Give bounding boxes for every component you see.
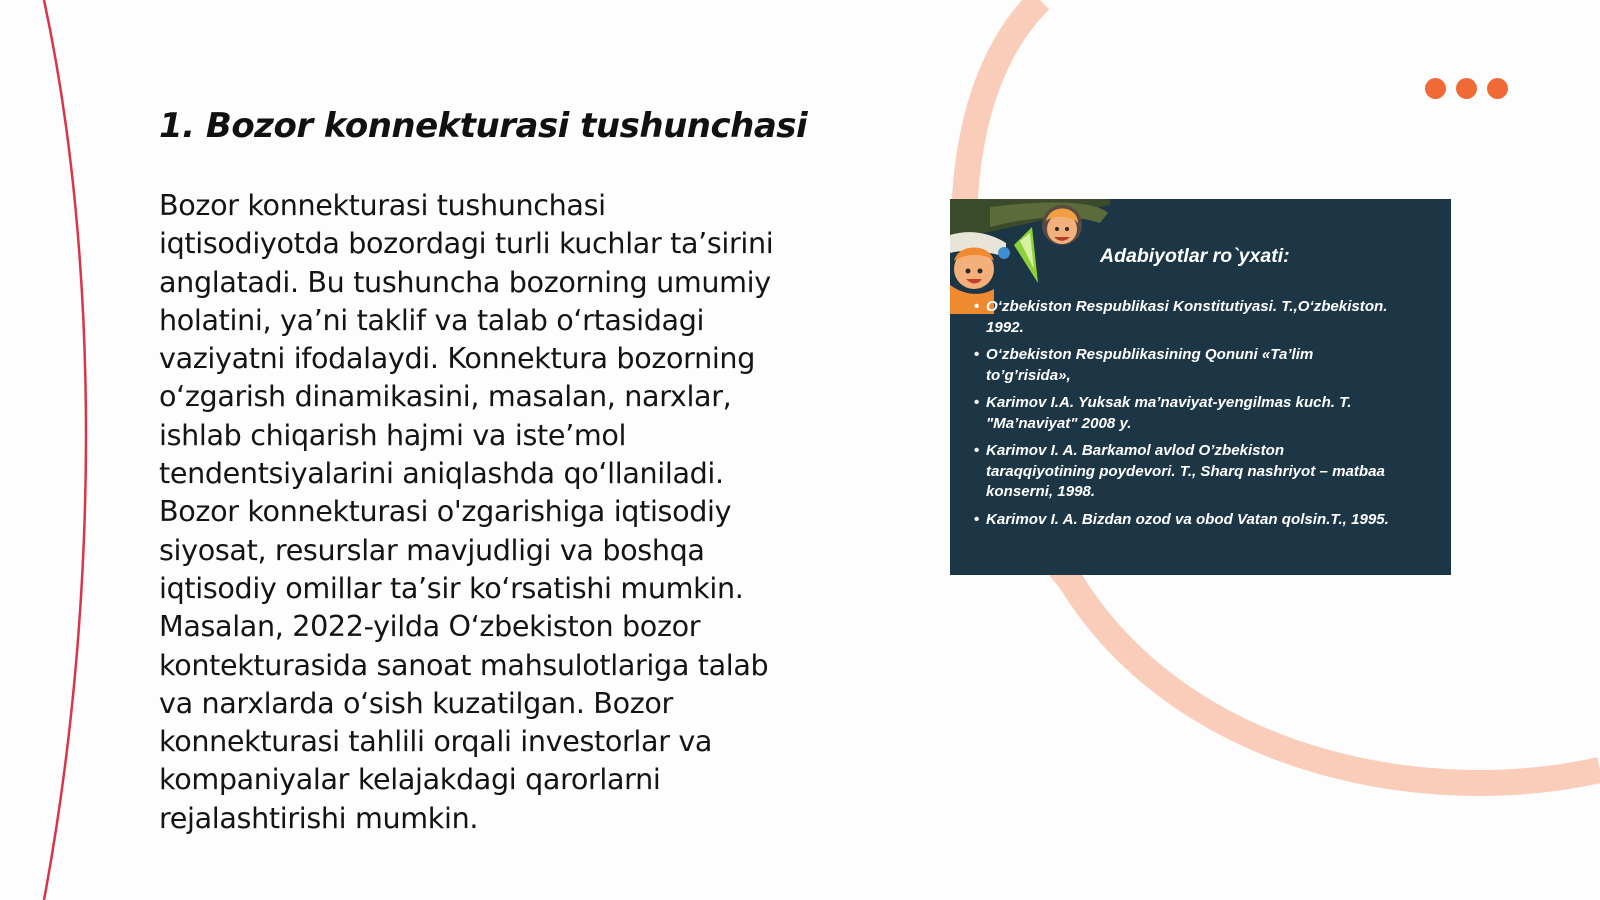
- paragraph-line: rejalashtirishi mumkin.: [159, 800, 479, 835]
- paragraph-line: holatini, ya’ni taklif va talab o‘rtasidagi: [159, 302, 705, 337]
- bibliography-item-line: to’g’risida»,: [986, 366, 1071, 384]
- paragraph-line: Bozor konnekturasi o'zgarishiga iqtisodiy: [159, 494, 732, 529]
- bibliography-item: [974, 441, 1444, 503]
- bibliography-item-line: • Karimov I.A. Yuksak ma’naviyat-yengilmas kuch. T.: [986, 394, 1352, 411]
- paragraph-line: Masalan, 2022-yilda O‘zbekiston bozor: [159, 609, 701, 644]
- dot: [1487, 78, 1508, 99]
- left-red-curve: [44, 0, 86, 900]
- bibliography-list: [974, 297, 1444, 537]
- paragraph-line: siyosat, resurslar mavjudligi va boshqa: [159, 532, 705, 567]
- paragraph-line: Bozor konnekturasi tushunchasi: [159, 188, 606, 222]
- bibliography-image: [950, 199, 1451, 575]
- paragraph-line: va narxlarda o‘sish kuzatilgan. Bozor: [159, 685, 673, 720]
- bibliography-item-line: taraqqiyotining poydevori. T., Sharq nashriyot – matbaa: [986, 462, 1385, 480]
- bibliography-item: [974, 393, 1444, 434]
- body-paragraph: [159, 186, 839, 837]
- paragraph-line: konnekturasi tahlili orqali investorlar va: [159, 724, 713, 759]
- paragraph-line: tendentsiyalarini aniqlashda qo‘llaniladi.: [159, 456, 724, 491]
- bibliography-item-line: • Karimov I. A. Barkamol avlod O’zbekiston: [986, 442, 1285, 459]
- paragraph-line: ishlab chiqarish hajmi va iste’mol: [159, 417, 627, 452]
- paragraph-line: vaziyatni ifodalaydi. Konnektura bozorning: [159, 341, 756, 376]
- bibliography-item-line: • O‘zbekiston Respublikasi Konstitutiyasi. T.,O‘zbekiston.: [986, 298, 1388, 315]
- paragraph-line: iqtisodiyotda bozordagi turli kuchlar ta’sirini: [159, 226, 774, 261]
- bibliography-item: [974, 345, 1444, 386]
- paragraph-line: kompaniyalar kelajakdagi qarorlarni: [159, 762, 661, 797]
- paragraph-line: anglatadi. Bu tushuncha bozorning umumiy: [159, 264, 771, 299]
- paragraph-line: o‘zgarish dinamikasini, masalan, narxlar,: [159, 379, 732, 414]
- bibliography-item: [974, 297, 1444, 338]
- dot: [1425, 78, 1446, 99]
- paragraph-line: kontekturasida sanoat mahsulotlariga talab: [159, 647, 769, 682]
- paragraph-line: iqtisodiy omillar ta’sir ko‘rsatishi mumkin.: [159, 570, 744, 605]
- bibliography-item: [974, 510, 1444, 531]
- slide-title: 1. Bozor konnekturasi tushunchasi: [159, 106, 808, 146]
- bibliography-item-line: 1992.: [986, 318, 1024, 336]
- dots-menu-icon: [1425, 78, 1508, 99]
- bibliography-title: Adabiyotlar ro`yxati:: [1100, 245, 1290, 267]
- dot: [1456, 78, 1477, 99]
- bibliography-item-line: • Karimov I. A. Bizdan ozod va obod Vatan qolsin.T., 1995.: [986, 510, 1389, 528]
- bibliography-item-line: "Ma’naviyat" 2008 y.: [986, 414, 1132, 432]
- bibliography-item-line: • O‘zbekiston Respublikasining Qonuni «Ta’lim: [986, 346, 1314, 363]
- bibliography-item-line: konserni, 1998.: [986, 483, 1096, 500]
